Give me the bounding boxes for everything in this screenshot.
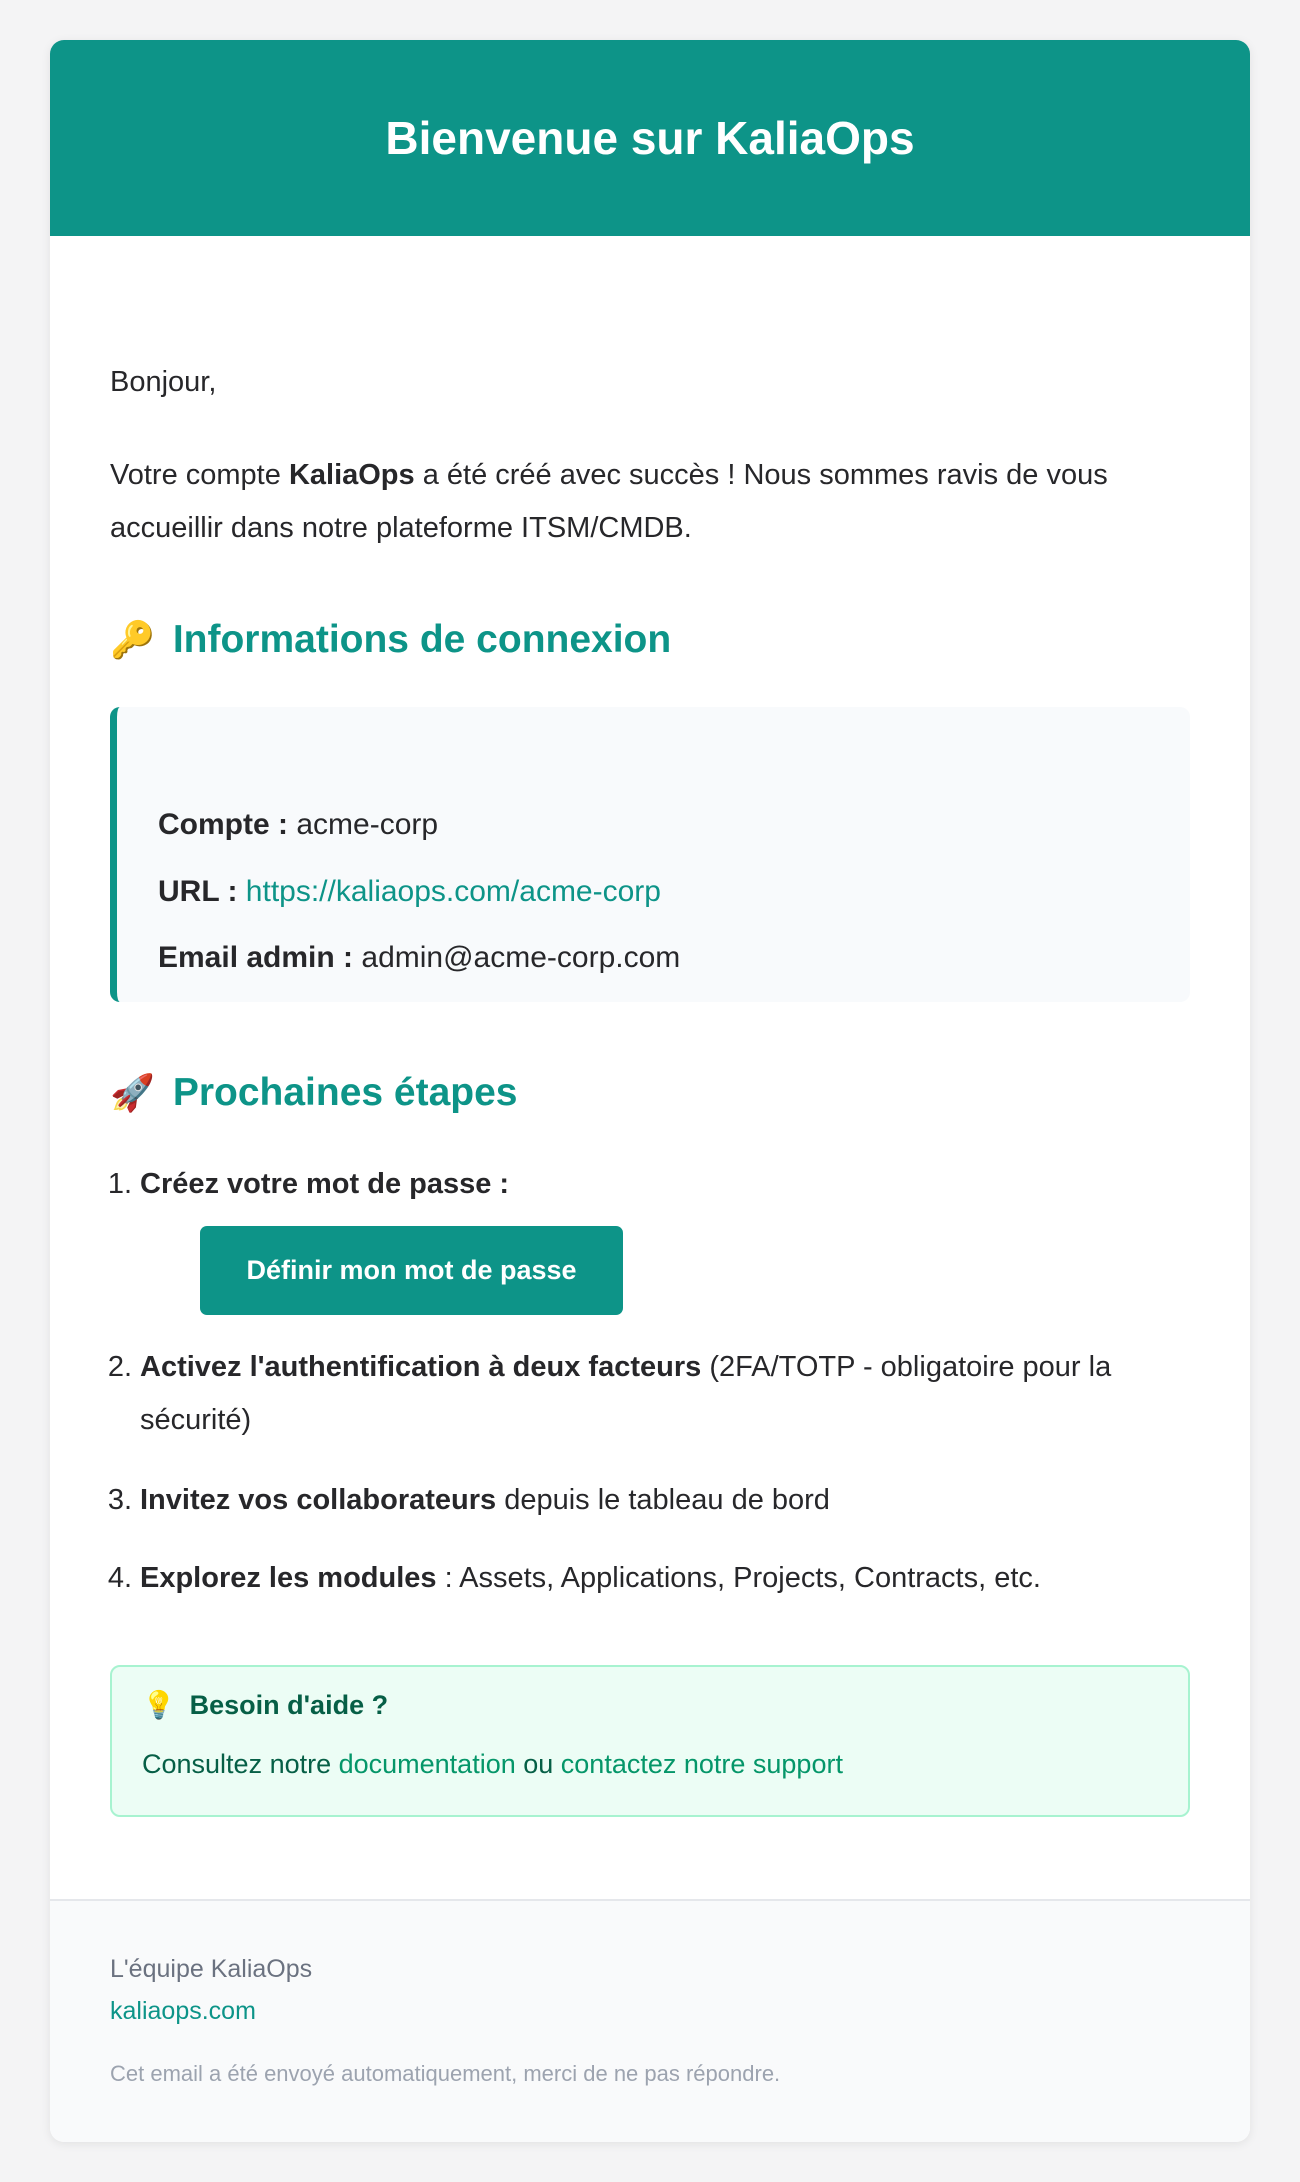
steps-section-title-text: Prochaines étapes [172, 1071, 518, 1114]
info-value: acme-corp [296, 808, 439, 841]
info-value: admin@acme-corp.com [361, 941, 681, 974]
documentation-link[interactable]: documentation [338, 1749, 516, 1779]
step-text: : Assets, Applications, Projects, Contracts, etc. [436, 1562, 1041, 1594]
key-icon: 🔑 [110, 619, 155, 660]
help-title-text: Besoin d'aide ? [189, 1689, 389, 1720]
intro-text: Votre compte [110, 459, 289, 491]
help-title [142, 1689, 388, 1721]
lightbulb-icon: 💡 [142, 1690, 176, 1720]
email-header [50, 40, 1250, 236]
email-title: Bienvenue sur KaliaOps [385, 112, 915, 164]
email-card [50, 40, 1250, 2142]
intro-brand: KaliaOps [288, 459, 415, 491]
info-label: URL : [158, 875, 238, 908]
step-bold: Explorez les modules [140, 1562, 437, 1594]
info-row-account [158, 808, 438, 842]
step-number: 1. [107, 1168, 132, 1200]
rocket-icon: 🚀 [110, 1072, 155, 1113]
step-item [50, 1552, 1130, 1605]
step-number: 4. [107, 1562, 132, 1594]
account-url-link[interactable]: https://kaliaops.com/acme-corp [245, 875, 661, 908]
info-row-url [158, 875, 661, 909]
step-bold: Invitez vos collaborateurs [140, 1484, 497, 1516]
help-text [142, 1749, 843, 1780]
help-box [110, 1665, 1190, 1817]
step-number: 2. [107, 1351, 132, 1383]
login-section-title-text: Informations de connexion [172, 618, 672, 661]
support-link[interactable]: contactez notre support [560, 1749, 843, 1779]
steps-section-title [110, 1071, 518, 1115]
step-bold: Créez votre mot de passe : [140, 1168, 510, 1200]
help-text-before: Consultez notre [142, 1749, 339, 1779]
info-label: Compte : [158, 808, 288, 841]
step-text: depuis le tableau de bord [496, 1484, 830, 1516]
step-item [50, 1158, 1130, 1211]
info-row-email [158, 941, 680, 975]
step-number: 3. [107, 1484, 132, 1516]
info-label: Email admin : [158, 941, 354, 974]
greeting: Bonjour, [110, 366, 217, 398]
step-text: (2FA/TOTP - obligatoire pour la sécurité) [140, 1351, 1112, 1436]
step-item [50, 1474, 1130, 1527]
help-text-mid: ou [515, 1749, 561, 1779]
footer-site-link[interactable]: kaliaops.com [110, 1997, 256, 2025]
login-section-title [110, 618, 671, 662]
login-info-box [110, 707, 1190, 1002]
step-bold: Activez l'authentification à deux facteurs [140, 1351, 702, 1383]
footer-notice: Cet email a été envoyé automatiquement, merci de ne pas répondre. [110, 2061, 781, 2086]
email-footer [50, 1899, 1250, 2142]
intro-text-rest: a été créé avec succès ! Nous sommes ravis de vous accueillir dans notre plateforme ITSM/CMDB. [110, 459, 1108, 544]
intro-paragraph [110, 449, 1190, 555]
set-password-button[interactable]: Définir mon mot de passe [200, 1226, 623, 1315]
footer-team: L'équipe KaliaOps [110, 1955, 313, 1983]
step-item [50, 1341, 1190, 1447]
